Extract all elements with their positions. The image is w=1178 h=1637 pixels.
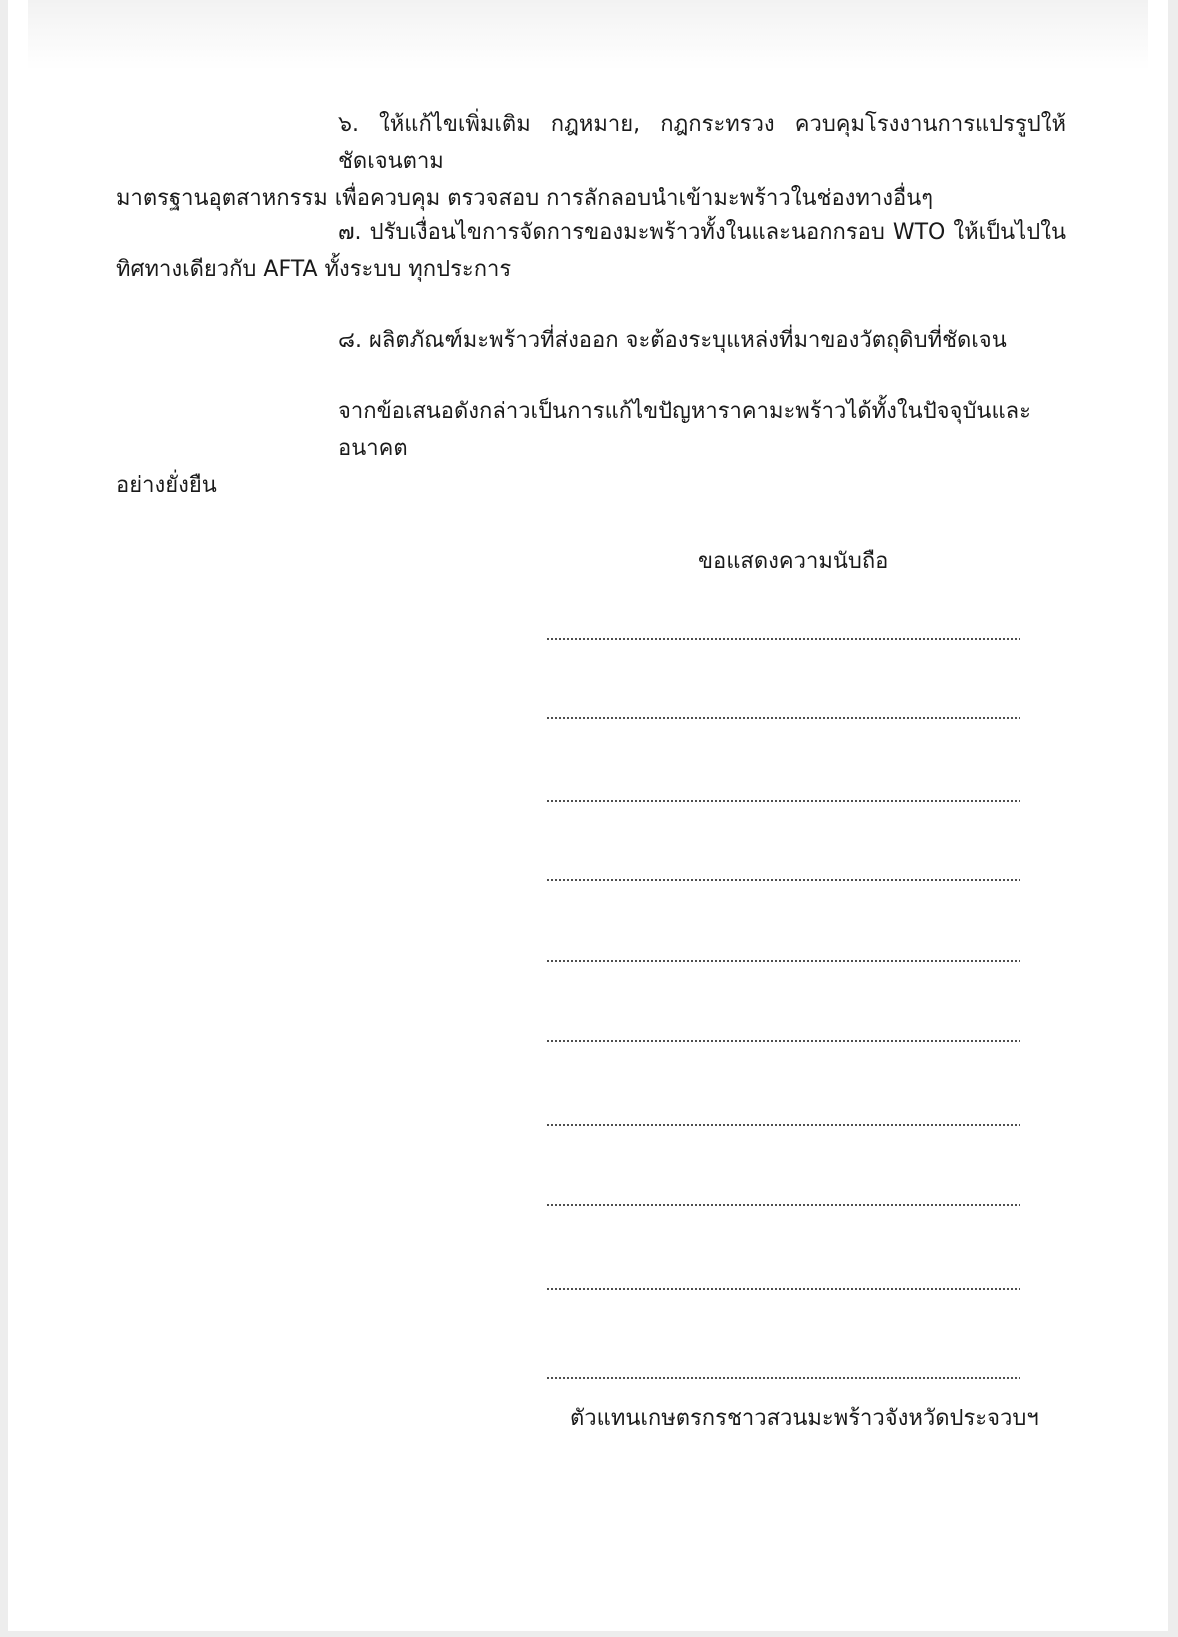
paragraph-conclusion [116,393,1066,504]
paragraph-item-8 [116,322,1066,359]
signature-line [546,878,1020,882]
signature-caption: ตัวแทนเกษตรกรชาวสวนมะพร้าวจังหวัดประจวบฯ [570,1406,1039,1431]
paragraph-first-line: ๗. ปรับเงื่อนไขการจัดการของมะพร้าวทั้งในและนอกกรอบ WTO ให้เป็นไปใน [338,220,1066,245]
paragraph-continuation: อย่างยั่งยืน [116,473,217,498]
closing-salutation: ขอแสดงความนับถือ [698,549,889,574]
signature-line [546,716,1020,720]
signature-line [546,959,1020,963]
document-page [8,0,1168,1631]
signature-line [546,799,1020,803]
paragraph-first-line: ๖. ให้แก้ไขเพิ่มเติม กฎหมาย, กฎกระทรวง ควบคุมโรงงานการแปรรูปให้ชัดเจนตาม [338,112,1066,174]
signature-line [546,637,1020,641]
paragraph-first-line: จากข้อเสนอดังกล่าวเป็นการแก้ไขปัญหาราคามะพร้าวได้ทั้งในปัจจุบันและอนาคต [338,399,1031,461]
signature-line [546,1287,1020,1291]
signature-line [546,1376,1020,1380]
signature-line [546,1039,1020,1043]
paragraph-continuation: ทิศทางเดียวกับ AFTA ทั้งระบบ ทุกประการ [116,257,512,282]
signature-line [546,1203,1020,1207]
signature-line [546,1123,1020,1127]
paragraph-first-line: ๘. ผลิตภัณฑ์มะพร้าวที่ส่งออก จะต้องระบุแหล่งที่มาของวัตถุดิบที่ชัดเจน [338,328,1007,353]
paragraph-item-6 [116,106,1066,217]
paragraph-continuation: มาตรฐานอุตสาหกรรม เพื่อควบคุม ตรวจสอบ การลักลอบนำเข้ามะพร้าวในช่องทางอื่นๆ [116,186,934,211]
paragraph-item-7 [116,214,1066,288]
